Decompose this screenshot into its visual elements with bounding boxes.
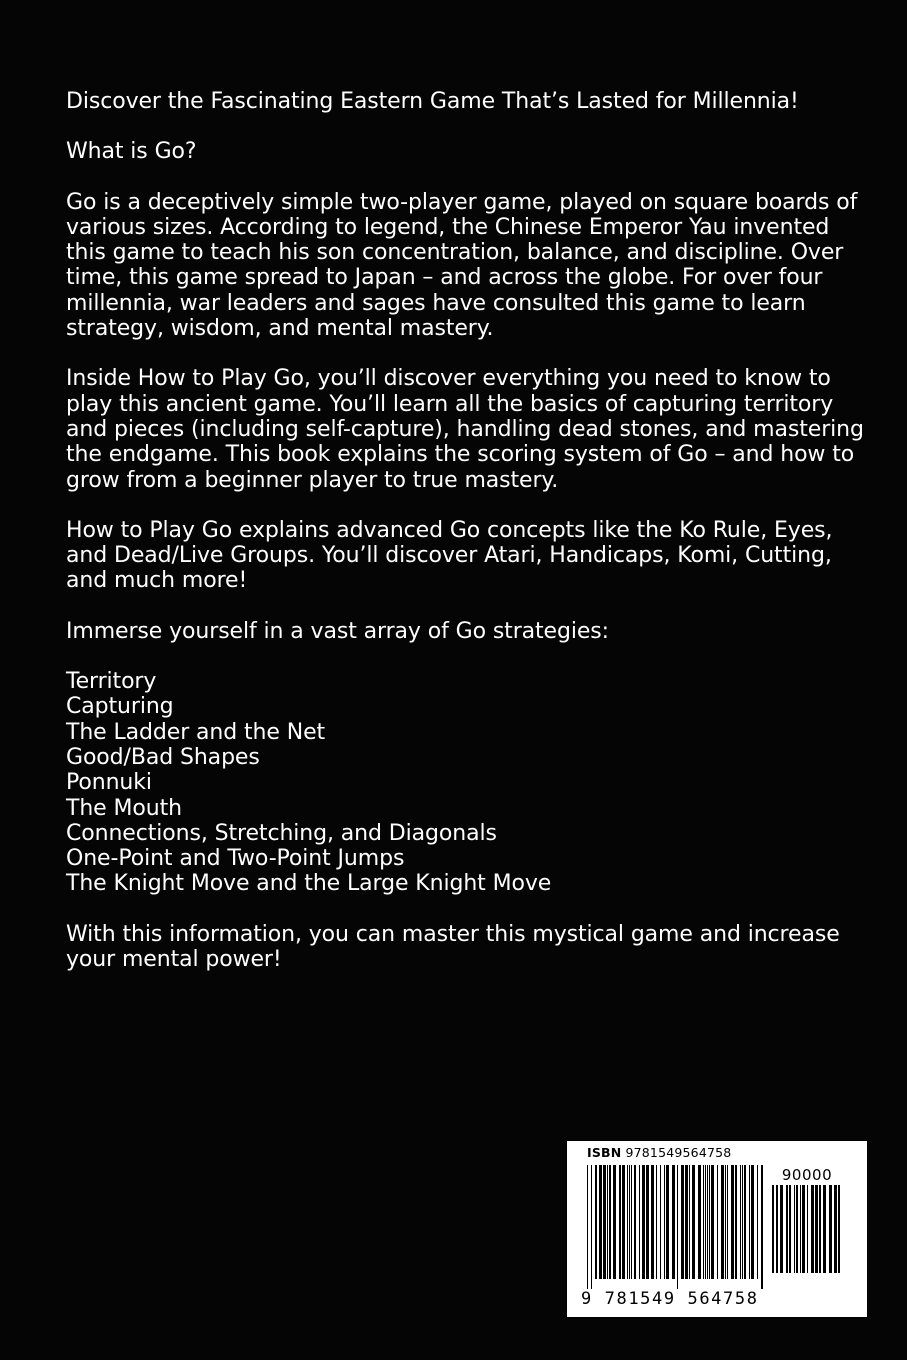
list-item: The Knight Move and the Large Knight Move [66, 871, 552, 897]
list-item: One-Point and Two-Point Jumps [66, 846, 405, 872]
barcode-bar [838, 1185, 840, 1273]
addon-barcode-icon [772, 1185, 844, 1283]
barcode-bar [634, 1165, 636, 1279]
barcode-bar [672, 1165, 675, 1279]
barcode-bar [829, 1185, 832, 1273]
barcode-bar [629, 1165, 630, 1279]
barcode-bar [789, 1185, 791, 1273]
barcode-bar [819, 1185, 821, 1273]
barcode-bar [772, 1185, 774, 1273]
isbn-barcode-box [566, 1140, 868, 1318]
barcode-bar [823, 1185, 826, 1273]
barcode-bar [786, 1185, 788, 1273]
barcode-bar [631, 1165, 632, 1279]
barcode-bar [834, 1185, 837, 1273]
barcode-bar [619, 1165, 621, 1279]
barcode-bar [727, 1165, 728, 1279]
isbn-line [587, 1145, 731, 1160]
barcode-bar [642, 1165, 645, 1279]
barcode-bar [698, 1165, 701, 1279]
tagline: Discover the Fascinating Eastern Game That’s Lasted for Millennia! [66, 89, 799, 114]
list-item: Connections, Stretching, and Diagonals [66, 820, 497, 846]
barcode-bar [587, 1165, 588, 1289]
barcode-human-readable: 9 781549 564758 [581, 1289, 759, 1309]
barcode-bar [599, 1165, 602, 1279]
list-item: Capturing [66, 694, 174, 720]
isbn-label: ISBN [587, 1145, 622, 1160]
barcode-bar [780, 1185, 783, 1273]
isbn-value: 9781549564758 [625, 1145, 732, 1160]
barcode-bar [646, 1165, 649, 1279]
barcode-bar [776, 1185, 778, 1273]
barcode-bar [664, 1165, 665, 1279]
barcode-bar [800, 1185, 801, 1273]
barcode-bar [613, 1165, 616, 1279]
barcode-bar [603, 1165, 606, 1279]
barcode-bar [731, 1165, 734, 1279]
back-cover-text [66, 89, 866, 997]
barcode-bar [757, 1165, 758, 1279]
list-item: The Mouth [66, 795, 182, 821]
price-addon-number: 90000 [781, 1166, 833, 1184]
list-item: Good/Bad Shapes [66, 744, 260, 770]
barcode-bar [627, 1165, 628, 1279]
barcode-bar [740, 1165, 741, 1279]
list-item: The Ladder and the Net [66, 719, 326, 745]
barcode-bar [742, 1165, 743, 1279]
barcode-bar [677, 1165, 678, 1289]
barcode-bar [811, 1185, 814, 1273]
barcode-bar [685, 1165, 688, 1279]
description-paragraph-2: Inside How to Play Go, you’ll discover everything you need to know to play this ancient game. You’ll learn all the basics of capturing territory and pieces (including self-capture), handling dead stones, and mastering the endgame. This book explains the scoring system of Go – and how to grow from a beginner player to true mastery. [66, 366, 864, 493]
barcode-bar [666, 1165, 669, 1279]
barcode-bar [815, 1185, 818, 1273]
barcode-bar [807, 1185, 808, 1273]
barcode-bar [595, 1165, 597, 1279]
barcode-bar [721, 1165, 724, 1279]
barcode-bar [709, 1165, 710, 1279]
barcode-bar [749, 1165, 750, 1279]
description-paragraph-1: Go is a deceptively simple two-player game, played on square boards of various sizes. According to legend, the Chinese Emperor Yau invented this game to teach his son concentration, balance, and discipline. Over time, this game spread to Japan – and across the globe. For over four millennia, war leaders and sages have consulted this game to learn strategy, wisdom, and mental mastery. [66, 189, 858, 342]
barcode-bar [639, 1165, 640, 1279]
barcode-bar [703, 1165, 704, 1279]
barcode-bar [735, 1165, 737, 1279]
barcode-bar [692, 1165, 695, 1279]
barcode-bar [751, 1165, 754, 1279]
barcode-bar [609, 1165, 611, 1279]
barcode-bar [717, 1165, 718, 1279]
strategies-intro: Immerse yourself in a vast array of Go strategies: [66, 618, 609, 644]
list-item: Ponnuki [66, 770, 152, 796]
question-heading: What is Go? [66, 139, 197, 165]
ean13-barcode-icon [587, 1165, 767, 1289]
barcode-bar [607, 1165, 608, 1279]
barcode-bar [689, 1165, 690, 1279]
barcode-bar [794, 1185, 795, 1273]
barcode-bar [656, 1165, 657, 1279]
description-paragraph-3: How to Play Go explains advanced Go concepts like the Ko Rule, Eyes, and Dead/Live Groups. You’ll discover Atari, Handicaps, Komi, Cutting, and much more! [66, 517, 833, 594]
barcode-bar [802, 1185, 805, 1273]
barcode-bar [796, 1185, 798, 1273]
barcode-bar [622, 1165, 625, 1279]
closing-paragraph: With this information, you can master this mystical game and increase your mental power! [66, 921, 840, 973]
barcode-bar [705, 1165, 706, 1279]
barcode-bar [591, 1165, 592, 1289]
barcode-bar [681, 1165, 684, 1279]
strategies-list [66, 669, 866, 897]
barcode-bar [761, 1165, 763, 1289]
barcode-bar [725, 1165, 726, 1279]
list-item: Territory [66, 669, 157, 695]
barcode-bar [660, 1165, 661, 1279]
barcode-bar [651, 1165, 654, 1279]
barcode-bar [711, 1165, 714, 1279]
barcode-bar [744, 1165, 746, 1279]
barcode-bar [707, 1165, 708, 1279]
